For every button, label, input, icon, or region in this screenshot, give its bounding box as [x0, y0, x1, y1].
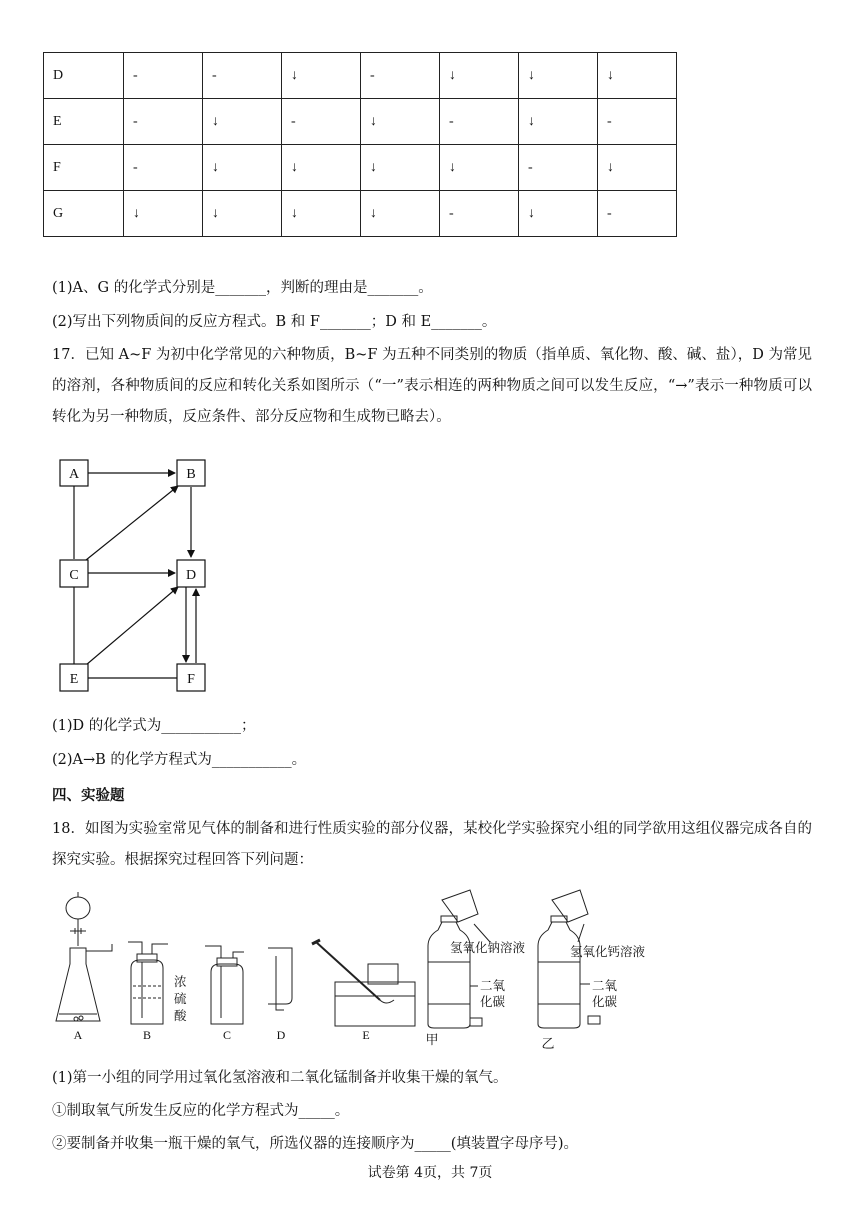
acid-1: 浓	[174, 975, 187, 989]
co2-jia-1: 二氧	[480, 979, 506, 993]
apparatus-c	[205, 946, 244, 1024]
page-footer: 试卷第 4页，共 7页	[367, 1165, 493, 1181]
table-cell: ↓	[519, 53, 598, 99]
arrow-e-d	[86, 587, 178, 665]
label-jia: 甲	[425, 1032, 439, 1047]
table-cell: ↓	[282, 145, 361, 191]
node-a: A	[68, 467, 80, 482]
table-cell: -	[440, 191, 519, 237]
node-b: B	[186, 467, 196, 482]
q17-part1: (1)D 的化学式为___________；	[52, 718, 256, 734]
co2-jia-2: 化碳	[480, 995, 506, 1009]
node-e: E	[69, 672, 79, 687]
q16-part2: (2)写出下列物质间的反应方程式。B 和 F_______；D 和 E_______。	[52, 314, 497, 330]
label-b: B	[142, 1028, 152, 1042]
apparatus-e	[312, 940, 415, 1026]
label-c: C	[222, 1028, 232, 1042]
table-cell: ↓	[440, 145, 519, 191]
node-f: F	[187, 672, 195, 687]
q18-sub1: ①制取氧气所发生反应的化学方程式为_____。	[52, 1103, 350, 1119]
table-cell: -	[124, 53, 203, 99]
q18-part1: (1)第一小组的同学用过氧化氢溶液和二氧化锰制备并收集干燥的氧气。	[52, 1070, 508, 1086]
apparatus-b	[128, 942, 168, 1024]
table-cell: ↓	[361, 99, 440, 145]
q16-part1: (1)A、G 的化学式分别是_______，判断的理由是_______。	[52, 280, 433, 296]
table-cell: ↓	[519, 99, 598, 145]
q17-part2: (2)A→B 的化学方程式为___________。	[52, 752, 307, 768]
table-cell: ↓	[598, 145, 677, 191]
row-label: D	[44, 53, 124, 99]
table-cell: ↓	[519, 191, 598, 237]
table-cell: -	[361, 53, 440, 99]
table-cell: -	[519, 145, 598, 191]
table-cell: ↓	[598, 53, 677, 99]
row-label: G	[44, 191, 124, 237]
table-cell: ↓	[203, 99, 282, 145]
table-cell: ↓	[124, 191, 203, 237]
table-cell: ↓	[282, 191, 361, 237]
apparatus-d	[268, 948, 292, 1010]
label-d: D	[276, 1028, 286, 1042]
table-cell: ↓	[361, 191, 440, 237]
table-row	[44, 191, 677, 237]
table-cell: ↓	[361, 145, 440, 191]
table-cell: ↓	[282, 53, 361, 99]
table-cell: -	[124, 99, 203, 145]
row-label: E	[44, 99, 124, 145]
solubility-table	[43, 52, 677, 237]
apparatus-a	[56, 892, 112, 1021]
arrow-c-b	[86, 486, 178, 560]
co2-yi-1: 二氧	[592, 979, 618, 993]
q18-stem: 18．如图为实验室常见气体的制备和进行性质实验的部分仪器，某校化学实验探究小组的同学欲用这组仪器完成各自的探究实验。根据探究过程回答下列问题：	[52, 821, 812, 868]
node-c: C	[69, 568, 79, 583]
row-label: F	[44, 145, 124, 191]
table-cell: ↓	[440, 53, 519, 99]
relation-diagram	[50, 455, 220, 700]
q18-sub2: ②要制备并收集一瓶干燥的氧气，所选仪器的连接顺序为_____(填装置字母序号)。	[52, 1136, 579, 1152]
label-a: A	[73, 1028, 83, 1042]
naoh-label: 氢氧化钠溶液	[450, 941, 526, 955]
caoh-label: 氢氧化钙溶液	[570, 945, 646, 959]
table-row	[44, 99, 677, 145]
table-cell: -	[440, 99, 519, 145]
table-cell: ↓	[203, 191, 282, 237]
q17-stem: 17．已知 A~F 为初中化学常见的六种物质，B~F 为五种不同类别的物质（指单质、氧化物、酸、碱、盐），D 为常见的溶剂，各种物质间的反应和转化关系如图所示（“一”表示相连的两种物质之间可以发生反应，“→”表示一种物质可以转化为另一种物质，反应条件、部分反应物和生成物已略去）。	[52, 347, 812, 425]
apparatus-figure	[50, 886, 660, 1051]
table-cell: -	[598, 191, 677, 237]
co2-yi-2: 化碳	[592, 995, 618, 1009]
table-row	[44, 145, 677, 191]
label-e: E	[362, 1028, 370, 1042]
bottle-yi	[538, 890, 600, 1028]
acid-2: 硫	[174, 992, 187, 1006]
table-cell: -	[598, 99, 677, 145]
table-row	[44, 53, 677, 99]
node-d: D	[185, 568, 197, 583]
acid-3: 酸	[174, 1009, 187, 1023]
section-title: 四、实验题	[52, 787, 125, 804]
table-cell: ↓	[203, 145, 282, 191]
label-yi: 乙	[541, 1036, 555, 1051]
table-cell: -	[203, 53, 282, 99]
table-cell: -	[282, 99, 361, 145]
table-cell: -	[124, 145, 203, 191]
